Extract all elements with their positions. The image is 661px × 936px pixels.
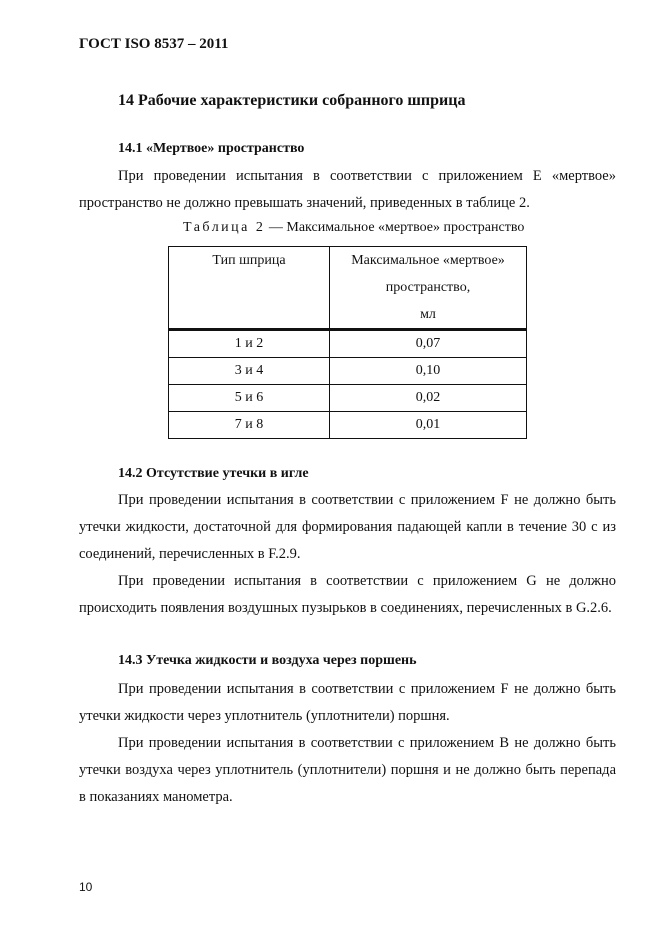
- paragraph-14-1: При проведении испытания в соответствии с приложением E «мертвое» пространство не должно превышать значений, приведенных в таблице 2.: [79, 168, 616, 211]
- document-header: ГОСТ ISO 8537 – 2011: [79, 36, 229, 52]
- paragraph-14-2-b: При проведении испытания в соответствии с приложением G не должно происходить появления воздушных пузырьков в соединениях, перечисленных в G.2.6.: [79, 573, 616, 616]
- table-header-row: [169, 247, 527, 330]
- table-caption: [183, 220, 524, 236]
- col-header-line-2: пространство,: [385, 280, 471, 295]
- cell-type: 7 и 8: [169, 412, 330, 439]
- col-header-line-1: Максимальное «мертвое»: [351, 253, 505, 268]
- col-header-dead-space: [330, 247, 527, 330]
- section-title: 14 Рабочие характеристики собранного шприца: [118, 92, 466, 109]
- table-row: [169, 412, 527, 439]
- cell-value: 0,01: [330, 412, 527, 439]
- table-row: [169, 330, 527, 358]
- cell-type: 1 и 2: [169, 330, 330, 358]
- cell-type: 3 и 4: [169, 358, 330, 385]
- paragraph-14-3-a: При проведении испытания в соответствии с приложением F не должно быть утечки жидкости через уплотнитель (уплотнители) поршня.: [79, 681, 616, 724]
- paragraph-14-2-a: При проведении испытания в соответствии с приложением F не должно быть утечки жидкости, достаточной для формирования падающей капли в течение 30 с из соединений, перечисленных в F.2.9.: [79, 492, 616, 562]
- subsection-14-1-title: 14.1 «Мертвое» пространство: [118, 141, 305, 156]
- col-header-line-3: мл: [420, 307, 436, 322]
- col-header-type: Тип шприца: [169, 247, 330, 330]
- cell-value: 0,07: [330, 330, 527, 358]
- table-row: [169, 385, 527, 412]
- table-row: [169, 358, 527, 385]
- page-number: 10: [79, 880, 93, 894]
- table-caption-text: — Максимальное «мертвое» пространство: [265, 220, 525, 235]
- subsection-14-3-title: 14.3 Утечка жидкости и воздуха через поршень: [118, 653, 417, 668]
- cell-type: 5 и 6: [169, 385, 330, 412]
- table-caption-label: Таблица 2: [183, 220, 266, 235]
- paragraph-14-3-b: При проведении испытания в соответствии с приложением B не должно быть утечки воздуха через уплотнитель (уплотнители) поршня и не должно быть перепада в показаниях манометра.: [79, 735, 616, 805]
- cell-value: 0,10: [330, 358, 527, 385]
- subsection-14-2-title: 14.2 Отсутствие утечки в игле: [118, 466, 309, 481]
- cell-value: 0,02: [330, 385, 527, 412]
- dead-space-table: [168, 246, 527, 439]
